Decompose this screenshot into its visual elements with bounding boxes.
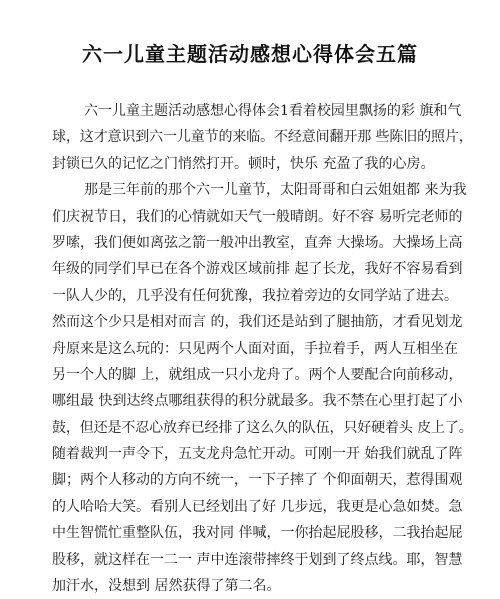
paragraph-line: 加汗水，没想到 居然获得了第二名。 [52,578,281,595]
paragraph-line: 封锁已久的记忆之门悄然打开。顿时，快乐 充盈了我的心房。 [52,155,435,172]
paragraph-line: 一队人少的，几乎没有任何犹豫，我拉着旁边的女同学站了进去。 [52,287,458,304]
paragraph-line: 中生智慌忙重整队伍，我对同 伴喊，一你抬起屁股移，二我抬起屁 [52,525,463,542]
paragraph-line: 的人哈哈大笑。看别人已经划出了好 几步远，我更是心急如焚。急 [52,498,463,515]
article-body [52,98,472,599]
paragraph-line: 罗嗦，我们便如离弦之箭一般冲出教室，直奔 大操场。大操场上高 [52,234,463,251]
paragraph-line: 脚；两个人移动的方向不统一，一下子摔了 个仰面朝天，惹得围观 [52,472,463,489]
paragraph-line: 那是三年前的那个六一儿童节，太阳哥哥和白云姐姐都 来为我 [84,182,467,199]
paragraph-line: 六一儿童主题活动感想心得体会1看着校园里飘扬的彩 旗和气 [84,103,462,119]
paragraph-line: 鼓，但还是不忍心放弃已经排了这么久的队伍，只好硬着头 皮上了。 [52,419,473,436]
paragraph-line: 哪组最 快到达终点哪组获得的积分就最多。我不禁在心里打起了小 [52,393,463,410]
document-title: 六一儿童主题活动感想心得体会五篇 [82,42,418,66]
paragraph-line: 另一个人的脚 上，就组成一只小龙舟了。两个人要配合向前移动， [52,366,463,383]
paragraph-line: 们庆祝节日，我们的心情就如天气一般晴朗。好不容 易听完老师的 [52,208,463,225]
paragraph-line: 股移，就这样在一二一 声中连滚带摔终于划到了终点线。耶，智慧 [52,551,463,568]
paragraph-line: 球，这才意识到六一儿童节的来临。不经意间翻开那 些陈旧的照片， [52,129,473,146]
paragraph-line: 年级的同学们早已在各个游戏区域前排 起了长龙，我好不容易看到 [52,261,463,278]
paragraph-line: 舟原来是这么玩的：只见两个人面对面，手拉着手，两人互相坐在 [52,340,458,357]
paragraph-line: 然而这个少只是相对而言 的，我们还是站到了腿抽筋，才看见划龙 [52,314,463,331]
paragraph-line: 随着裁判一声令下，五支龙舟急忙开动。可刚一开 始我们就乱了阵 [52,446,463,463]
